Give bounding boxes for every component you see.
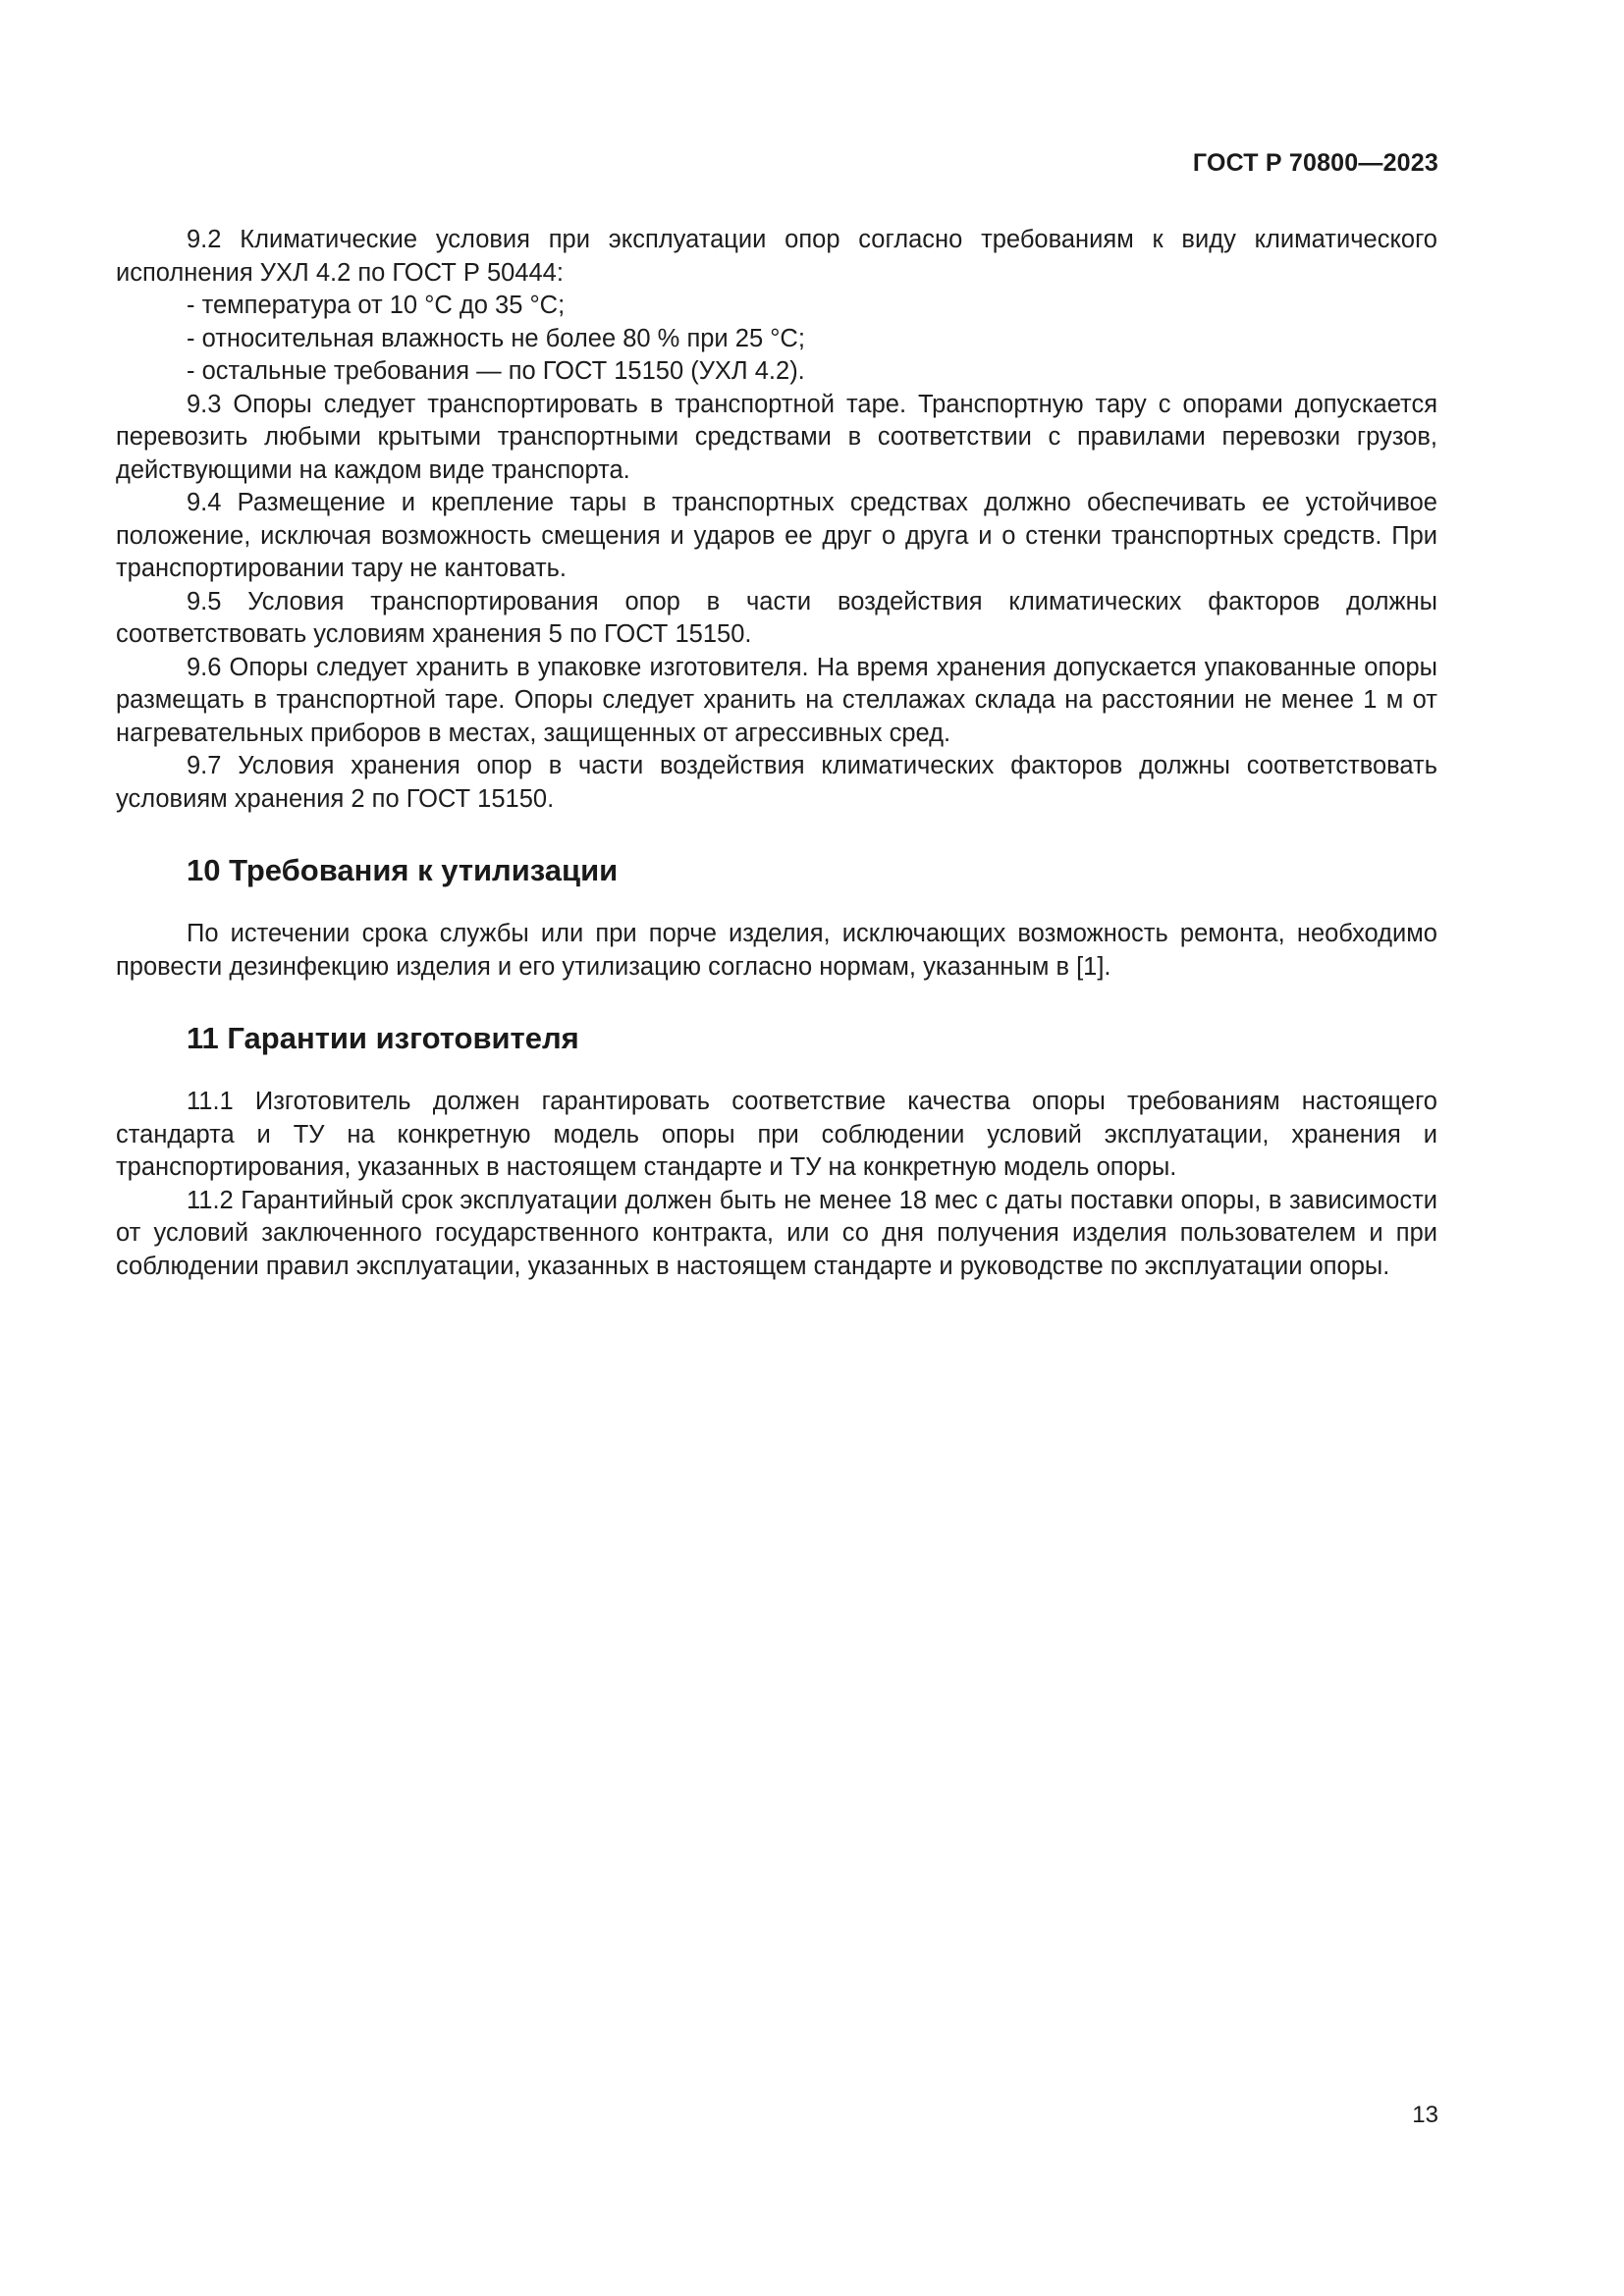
paragraph-9-3: 9.3 Опоры следует транспортировать в транспортной таре. Транспортную тару с опорами допускается перевозить любыми крытыми транспортными средствами в соответствии с правилами перевозки грузов, действующими на каждом виде транспорта. <box>116 390 1437 484</box>
list-item: - температура от 10 °С до 35 °С; <box>187 292 566 319</box>
section-10-title: 10 Требования к утилизации <box>187 853 619 887</box>
standard-code: ГОСТ Р 70800—2023 <box>1192 149 1438 177</box>
section-11-title: 11 Гарантии изготовителя <box>187 1021 579 1055</box>
paragraph-9-6: 9.6 Опоры следует хранить в упаковке изготовителя. На время хранения допускается упакованные опоры размещать в транспортной таре. Опоры следует хранить на стеллажах склада на расстоянии не менее 1 м от нагревательных приборов в местах, защищенных от агрессивных сред. <box>116 653 1437 747</box>
paragraph-10: По истечении срока службы или при порче изделия, исключающих возможность ремонта, необходимо провести дезинфекцию изделия и его утилизацию согласно нормам, указанным в [1]. <box>116 920 1437 981</box>
paragraph-9-4: 9.4 Размещение и крепление тары в транспортных средствах должно обеспечивать ее устойчивое положение, исключая возможность смещения и ударов ее друг о друга и о стенки транспортных средств. При транспортировании тару не кантовать. <box>116 489 1437 582</box>
paragraph-9-7: 9.7 Условия хранения опор в части воздействия климатических факторов должны соответствовать условиям хранения 2 по ГОСТ 15150. <box>116 752 1437 813</box>
paragraph-11-2: 11.2 Гарантийный срок эксплуатации должен быть не менее 18 мес с даты поставки опоры, в зависимости от условий заключенного государственного контракта, или со дня получения изделия пользователем и при соблюдении правил эксплуатации, указанных в настоящем стандарте и руководстве по эксплуатации опоры. <box>116 1186 1437 1280</box>
paragraph-9-2: 9.2 Климатические условия при эксплуатации опор согласно требованиям к виду климатического исполнения УХЛ 4.2 по ГОСТ Р 50444: <box>116 226 1437 287</box>
list-item: - остальные требования — по ГОСТ 15150 (УХЛ 4.2). <box>187 357 805 385</box>
list-item: - относительная влажность не более 80 % при 25 °С; <box>187 324 805 352</box>
page-number: 13 <box>1412 2102 1438 2128</box>
paragraph-11-1: 11.1 Изготовитель должен гарантировать соответствие качества опоры требованиям настоящего стандарта и ТУ на конкретную модель опоры при соблюдении условий эксплуатации, хранения и транспортирования, указанных в настоящем стандарте и ТУ на конкретную модель опоры. <box>116 1088 1437 1181</box>
paragraph-9-5: 9.5 Условия транспортирования опор в части воздействия климатических факторов должны соответствовать условиям хранения 5 по ГОСТ 15150. <box>116 587 1437 648</box>
page-content <box>116 224 1437 1283</box>
